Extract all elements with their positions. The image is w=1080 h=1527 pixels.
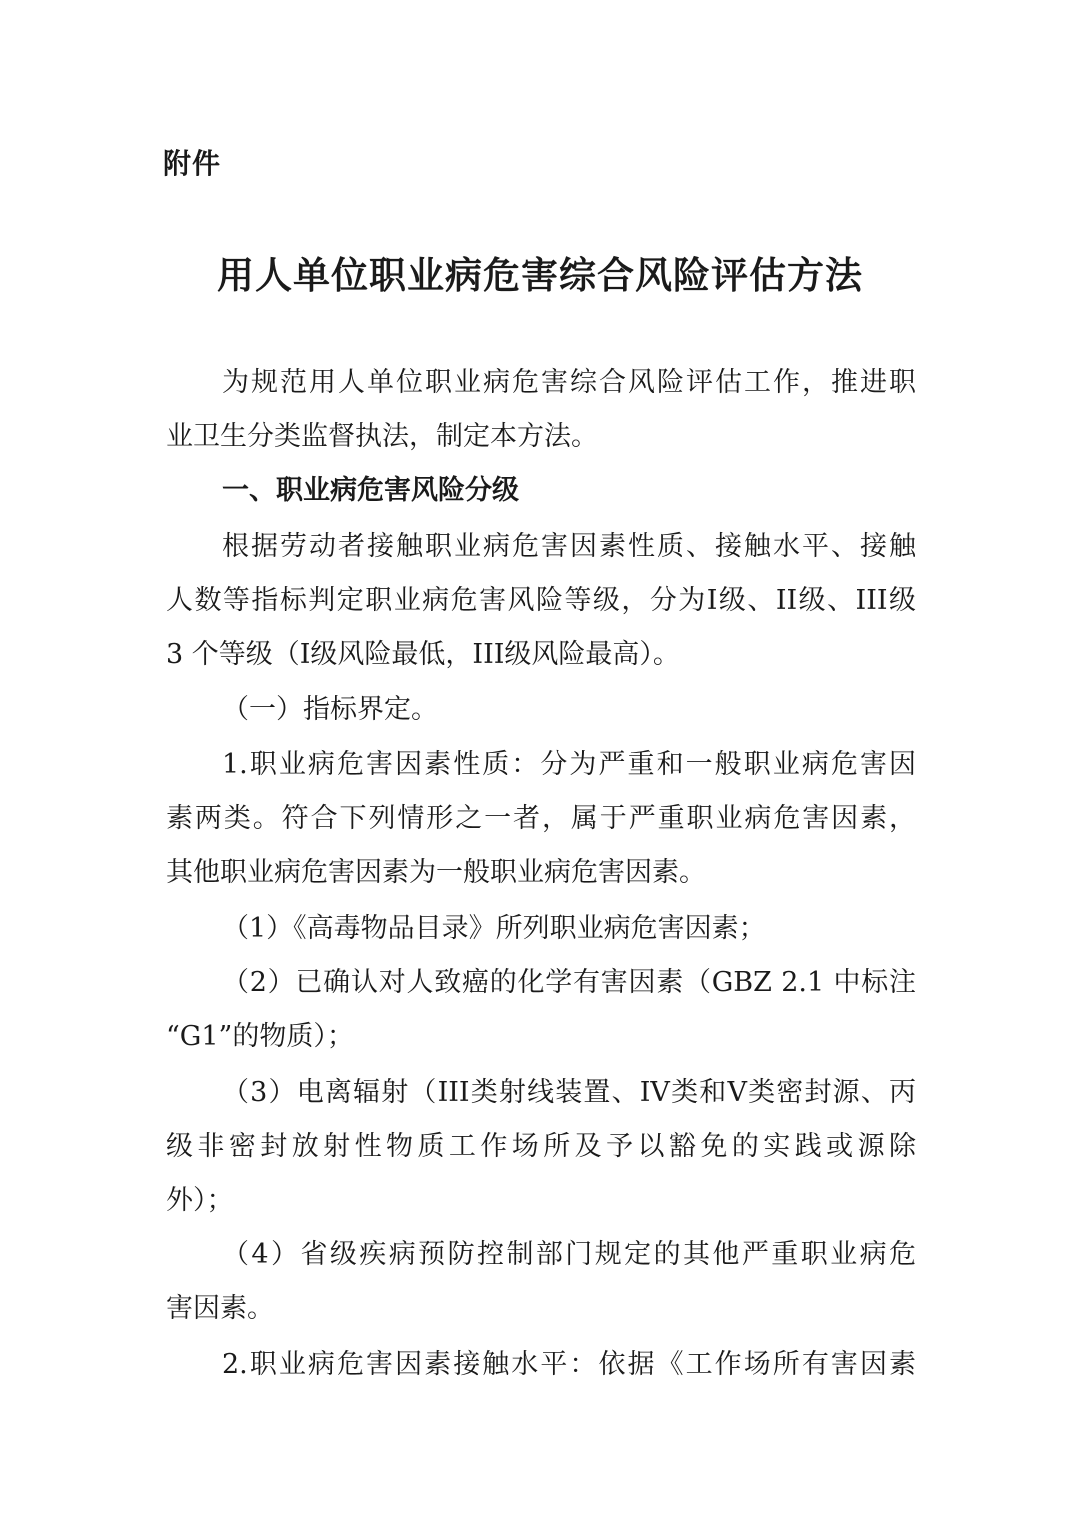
paragraph-3-line-1: 2.职业病危害因素接触水平：依据《工作场所有害因素 bbox=[222, 1349, 916, 1380]
paragraph-1-line-2: 人数等指标判定职业病危害风险等级，分为I级、II级、III级 bbox=[166, 585, 916, 616]
intro-line-1: 为规范用人单位职业病危害综合风险评估工作，推进职 bbox=[222, 367, 916, 398]
paragraph-1-line-1: 根据劳动者接触职业病危害因素性质、接触水平、接触 bbox=[222, 531, 916, 562]
list-item-2-line-2: “G1”的物质）； bbox=[166, 1021, 354, 1052]
intro-line-2: 业卫生分类监督执法，制定本方法。 bbox=[166, 421, 598, 452]
attachment-label: 附件 bbox=[163, 147, 222, 180]
subsection-heading-1: （一）指标界定。 bbox=[222, 694, 438, 725]
list-item-4-line-2: 害因素。 bbox=[166, 1293, 274, 1324]
list-item-1: （1）《高毒物品目录》所列职业病危害因素； bbox=[222, 913, 766, 944]
list-item-3-line-2: 级非密封放射性物质工作场所及予以豁免的实践或源除 bbox=[166, 1131, 916, 1162]
paragraph-1-line-3: 3 个等级（I级风险最低，III级风险最高）。 bbox=[166, 639, 680, 670]
section-heading-1: 一、职业病危害风险分级 bbox=[222, 475, 519, 506]
paragraph-2-line-3: 其他职业病危害因素为一般职业病危害因素。 bbox=[166, 857, 706, 888]
list-item-4-line-1: （4）省级疾病预防控制部门规定的其他严重职业病危 bbox=[222, 1239, 916, 1270]
list-item-3-line-3: 外）； bbox=[166, 1185, 234, 1216]
paragraph-2-line-2: 素两类。符合下列情形之一者，属于严重职业病危害因素， bbox=[166, 803, 916, 834]
list-item-3-line-1: （3）电离辐射（III类射线装置、IV类和V类密封源、丙 bbox=[222, 1077, 916, 1108]
list-item-2-line-1: （2）已确认对人致癌的化学有害因素（GBZ 2.1 中标注 bbox=[222, 967, 916, 998]
paragraph-2-line-1: 1.职业病危害因素性质：分为严重和一般职业病危害因 bbox=[222, 749, 916, 780]
document-title: 用人单位职业病危害综合风险评估方法 bbox=[217, 254, 863, 297]
